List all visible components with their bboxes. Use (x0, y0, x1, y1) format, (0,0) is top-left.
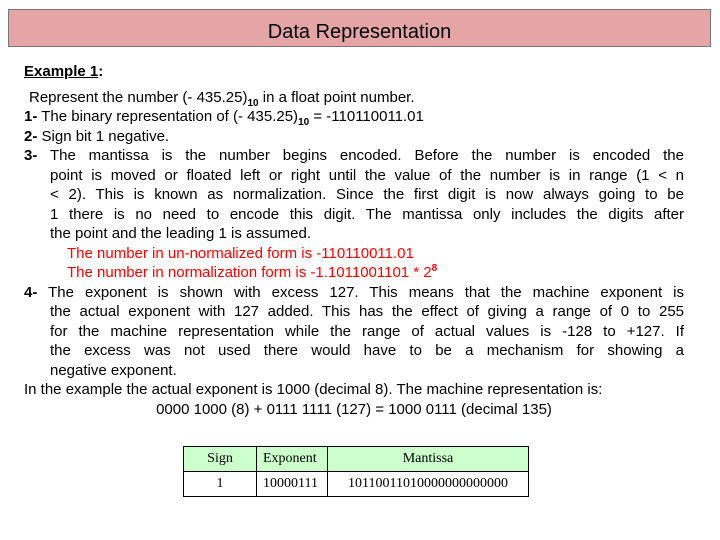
item-text-end: = -110110011.01 (309, 108, 424, 125)
example-label: Example 1 (24, 63, 99, 80)
item-text: Sign bit 1 negative. (37, 127, 170, 145)
item-number: 4- (24, 283, 38, 301)
item-3-line-1 (24, 146, 684, 166)
table-header-row (184, 447, 529, 472)
cell-exponent: 10000111 (257, 472, 328, 497)
item-1 (24, 107, 684, 127)
item-number: 1- (24, 108, 38, 125)
item-4-line-3: for the machine representation while the range of actual values is -128 to +127. If (50, 322, 684, 340)
item-3-line-3: < 2). This is known as normalization. Since the first digit is now always going to be (50, 186, 684, 203)
example-colon: : (98, 63, 104, 80)
title-bar (8, 9, 711, 47)
closing-line-1: In the example the actual exponent is 1000 (decimal 8). The machine representation is: (24, 381, 603, 398)
item-4-line-1 (24, 283, 684, 303)
intro-text: Represent the number (- 435.25) (29, 88, 248, 106)
item-4-line-5: negative exponent. (50, 361, 177, 379)
content-body (24, 62, 684, 419)
item-subscript: 10 (298, 117, 310, 128)
item-3-line-5: the point and the leading 1 is assumed. (50, 225, 312, 242)
item-3-line-4: 1 there is no need to encode this digit. The mantissa only includes the digits after (50, 205, 684, 223)
closing-line-2: 0000 1000 (8) + 0111 1111 (127) = 1000 0111 (decimal 135) (156, 400, 552, 418)
table-row (184, 472, 529, 497)
intro-line (24, 88, 684, 108)
page-title: Data Representation (267, 21, 452, 43)
item-number: 3- (24, 147, 38, 164)
example-heading (24, 62, 684, 82)
normalized-line (24, 263, 684, 283)
item-text: The mantissa is the number begins encoded. Before the number is encoded the (37, 147, 684, 164)
float-format-table (183, 446, 529, 497)
cell-mantissa: 10110011010000000000000 (328, 472, 529, 497)
item-4-line-2: the actual exponent with 127 added. This has the effect of giving a range of 0 to 255 (50, 303, 684, 320)
item-number: 2- (24, 127, 38, 145)
unnormalized-line: The number in un-normalized form is -110110011.01 (67, 244, 414, 262)
item-3-line-2: point is moved or floated left or right until the value of the number is in range (1 < n (50, 166, 684, 184)
header-sign: Sign (184, 447, 257, 472)
item-2 (24, 127, 684, 147)
item-text: The exponent is shown with excess 127. This means that the machine exponent is (37, 283, 684, 301)
normalized-text: The number in normalization form is -1.1011001101 * 2 (67, 264, 432, 281)
item-4-line-4: the excess was not used there would have to be a mechanism for showing a (50, 342, 684, 359)
cell-sign: 1 (184, 472, 257, 497)
intro-subscript: 10 (247, 97, 259, 109)
header-exponent: Exponent (257, 447, 328, 472)
header-mantissa: Mantissa (328, 447, 529, 472)
normalized-exponent: 8 (431, 263, 438, 274)
item-text: The binary representation of (- 435.25) (37, 108, 299, 125)
intro-text-end: in a float point number. (258, 88, 415, 106)
